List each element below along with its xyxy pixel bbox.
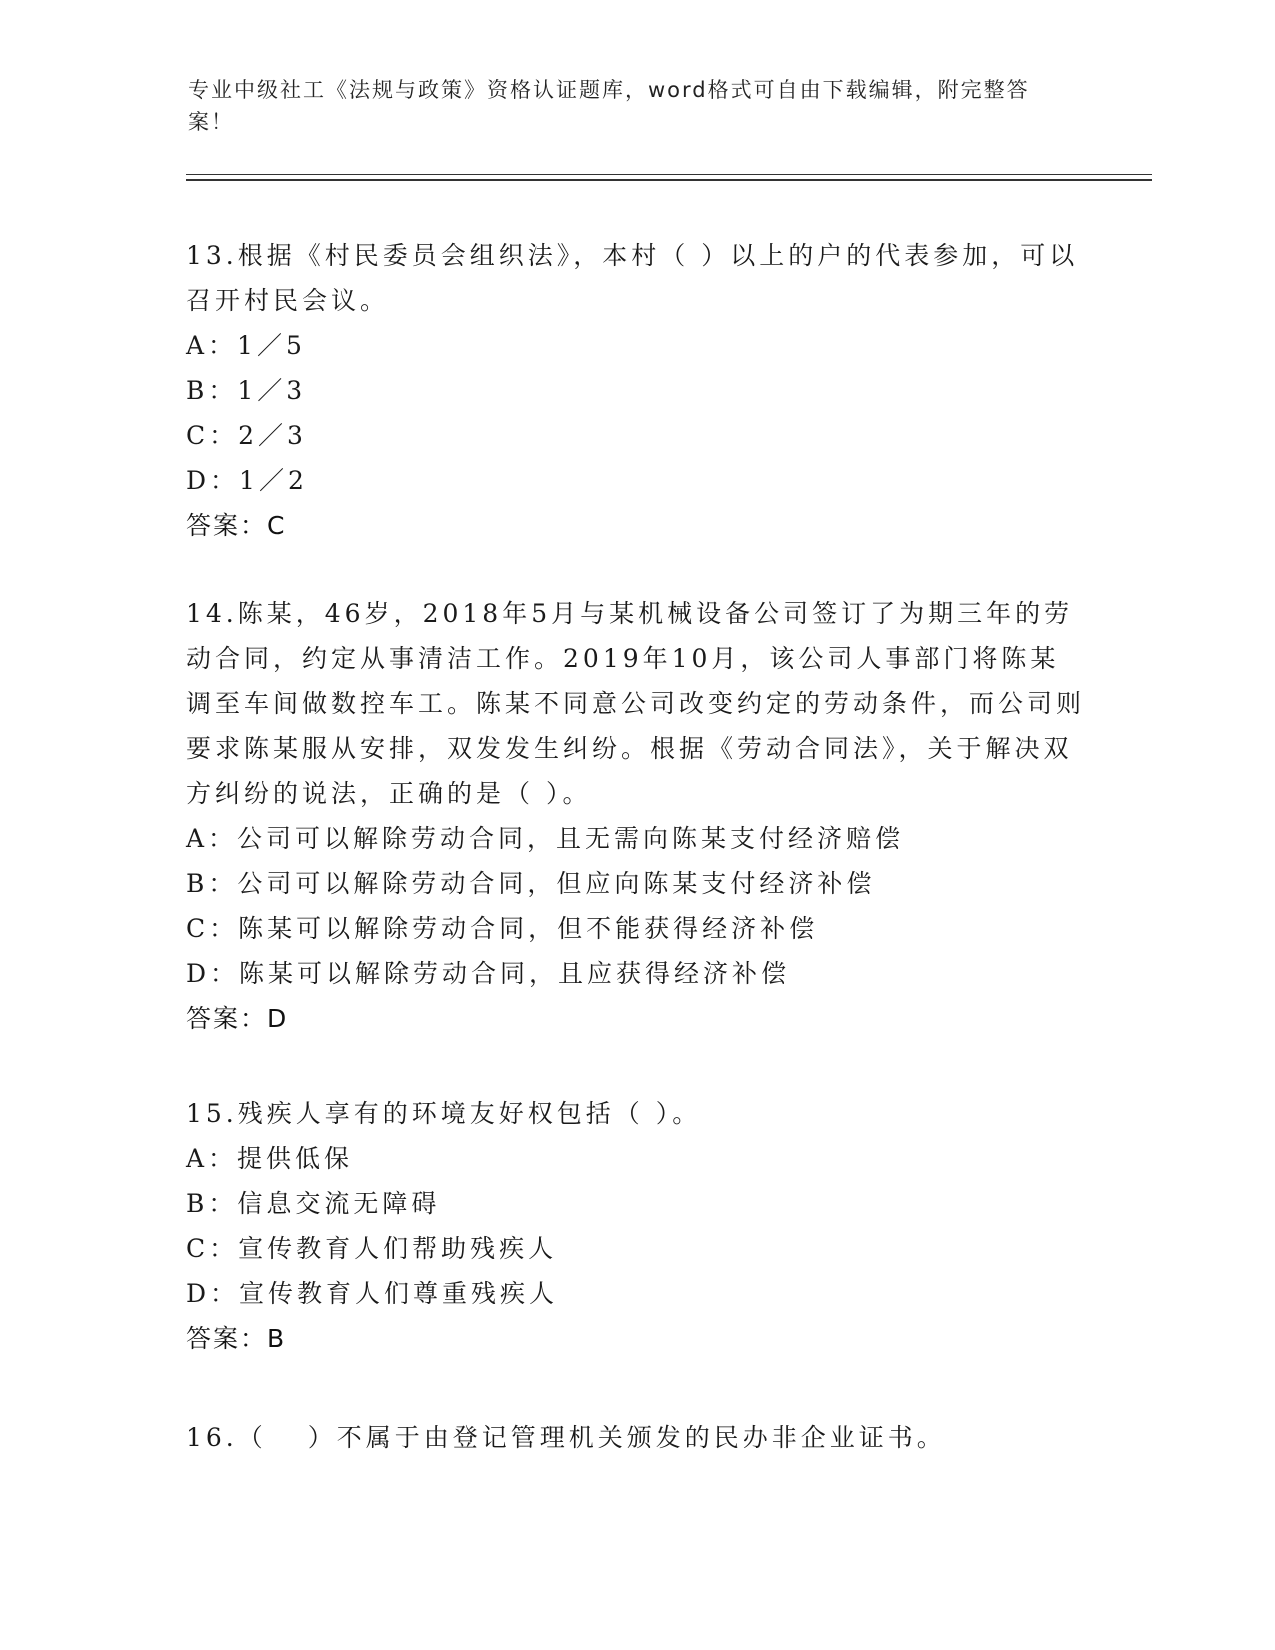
option-d: D：1／2 — [186, 466, 308, 495]
page-header: 专业中级社工《法规与政策》资格认证题库，word格式可自由下载编辑，附完整答案！ — [188, 78, 1030, 134]
question-14 — [186, 591, 1086, 1041]
answer: 答案：B — [186, 1324, 287, 1353]
answer: 答案：D — [186, 1004, 289, 1033]
option-d: D：宣传教育人们尊重残疾人 — [186, 1279, 559, 1308]
option-a: A：提供低保 — [186, 1144, 354, 1173]
option-a: A：1／5 — [186, 331, 306, 360]
question-13 — [186, 233, 1086, 548]
option-c: C：宣传教育人们帮助残疾人 — [186, 1234, 558, 1263]
question-text: 16.（ ）不属于由登记管理机关颁发的民办非企业证书。 — [186, 1423, 946, 1452]
question-15 — [186, 1091, 1086, 1361]
option-c: C：2／3 — [186, 421, 307, 450]
question-text: 15.残疾人享有的环境友好权包括（ ）。 — [186, 1099, 702, 1128]
option-d: D：陈某可以解除劳动合同，且应获得经济补偿 — [186, 959, 791, 988]
header-divider — [186, 174, 1152, 181]
answer: 答案：C — [186, 511, 287, 540]
option-b: B：信息交流无障碍 — [186, 1189, 441, 1218]
option-c: C：陈某可以解除劳动合同，但不能获得经济补偿 — [186, 914, 819, 943]
option-a: A：公司可以解除劳动合同，且无需向陈某支付经济赔偿 — [186, 824, 905, 853]
option-b: B：公司可以解除劳动合同，但应向陈某支付经济补偿 — [186, 869, 876, 898]
option-b: B：1／3 — [186, 376, 307, 405]
question-text: 14.陈某，46岁，2018年5月与某机械设备公司签订了为期三年的劳动合同，约定从事清洁工作。2019年10月，该公司人事部门将陈某调至车间做数控车工。陈某不同意公司改变约定的劳动条件，而公司则要求陈某服从安排，双发发生纠纷。根据《劳动合同法》，关于解决双方纠纷的说法，正确的是（ ）。 — [186, 599, 1086, 808]
question-text: 13.根据《村民委员会组织法》，本村（ ）以上的户的代表参加，可以召开村民会议。 — [186, 241, 1079, 315]
question-16 — [186, 1415, 1086, 1460]
